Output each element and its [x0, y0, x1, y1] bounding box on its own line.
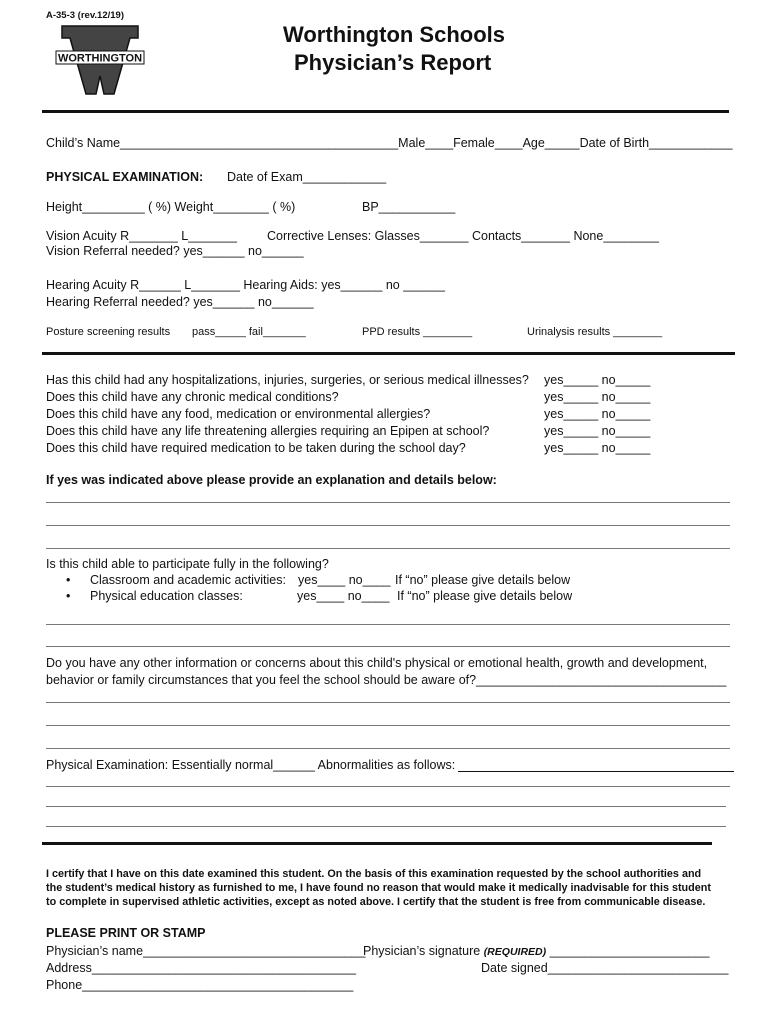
pe-classes-label: Physical education classes: — [90, 589, 243, 603]
corrective-lenses-field[interactable]: Corrective Lenses: Glasses_______ Contacts_______ None________ — [267, 229, 659, 243]
abnormalities-line[interactable] — [458, 771, 734, 772]
concerns-line[interactable] — [46, 725, 730, 726]
physician-name-field[interactable]: Physician’s name________________________________ — [46, 944, 366, 958]
explain-line[interactable] — [46, 525, 730, 526]
concerns-question-line-2[interactable]: behavior or family circumstances that you feel the school should be aware of?____________________________________ — [46, 673, 727, 687]
details-line[interactable] — [46, 624, 730, 625]
question-yes-no[interactable]: yes_____ no_____ — [544, 373, 651, 387]
details-line[interactable] — [46, 646, 730, 647]
certify-line-1: I certify that I have on this date examined this student. On the basis of this examination requested by the school authorities and — [46, 868, 702, 880]
height-weight-field[interactable]: Height_________ ( %) Weight________ ( %) — [46, 200, 296, 214]
physician-signature-line[interactable]: _______________________ — [549, 944, 710, 958]
certify-line-2: the student’s medical history as furnished to me, I have found no reason that would make it medically inadvisable for this student — [46, 882, 711, 894]
date-of-exam-field[interactable]: Date of Exam____________ — [227, 170, 387, 184]
question-yes-no[interactable]: yes_____ no_____ — [544, 441, 651, 455]
vision-acuity-field[interactable]: Vision Acuity R_______ L_______ — [46, 229, 237, 243]
address-field[interactable]: Address______________________________________ — [46, 961, 357, 975]
required-note: (REQUIRED) — [483, 946, 547, 958]
physical-exam-label: PHYSICAL EXAMINATION: — [46, 170, 204, 184]
question-chronic: Does this child have any chronic medical conditions? — [46, 390, 339, 404]
ppd-results-field[interactable]: PPD results ________ — [362, 326, 473, 338]
worthington-logo — [54, 22, 146, 98]
page-subtitle: Physician’s Report — [294, 50, 492, 75]
physician-signature-field[interactable] — [363, 944, 710, 958]
abnormalities-line[interactable] — [46, 786, 730, 787]
question-yes-no[interactable]: yes_____ no_____ — [544, 390, 651, 404]
bullet-icon: • — [66, 573, 71, 587]
logo-text: WORTHINGTON — [57, 52, 143, 65]
concerns-line[interactable] — [46, 748, 730, 749]
bp-field[interactable]: BP___________ — [362, 200, 456, 214]
question-yes-no[interactable]: yes_____ no_____ — [544, 424, 651, 438]
concerns-question-line-1: Do you have any other information or concerns about this child's physical or emotional health, growth and development, — [46, 656, 708, 670]
child-info-line[interactable]: Child’s Name________________________________________Male____Female____Age_____Date of Birth____________ — [46, 136, 733, 150]
classroom-yes-no[interactable]: yes____ no____ — [298, 573, 391, 587]
explain-line[interactable] — [46, 548, 730, 549]
pe-classes-yes-no[interactable]: yes____ no____ — [297, 589, 390, 603]
explain-heading: If yes was indicated above please provide an explanation and details below: — [46, 473, 497, 487]
posture-pass-fail[interactable]: pass_____ fail_______ — [192, 326, 306, 338]
print-or-stamp-heading: PLEASE PRINT OR STAMP — [46, 926, 206, 940]
question-allergies: Does this child have any food, medication or environmental allergies? — [46, 407, 431, 421]
urinalysis-field[interactable]: Urinalysis results ________ — [527, 326, 663, 338]
section-rule-1 — [42, 352, 735, 355]
certify-line-3: to complete in supervised athletic activities, except as noted above. I certify that the student is free from communicable disease. — [46, 896, 706, 908]
question-medication: Does this child have required medication to be taken during the school day? — [46, 441, 466, 455]
vision-referral-field[interactable]: Vision Referral needed? yes______ no______ — [46, 244, 304, 258]
explain-line[interactable] — [46, 502, 730, 503]
classroom-label: Classroom and academic activities: — [90, 573, 286, 587]
question-yes-no[interactable]: yes_____ no_____ — [544, 407, 651, 421]
abnormalities-line[interactable] — [46, 806, 726, 807]
section-rule-2 — [42, 842, 712, 845]
form-code: A-35-3 (rev.12/19) — [46, 10, 124, 21]
pe-classes-note: If “no” please give details below — [397, 589, 573, 603]
hearing-referral-field[interactable]: Hearing Referral needed? yes______ no______ — [46, 295, 314, 309]
date-signed-field[interactable]: Date signed__________________________ — [481, 961, 729, 975]
page-title: Worthington Schools — [283, 22, 506, 47]
physician-signature-label: Physician’s signature — [363, 944, 481, 958]
posture-label: Posture screening results — [46, 326, 171, 338]
hearing-acuity-field[interactable]: Hearing Acuity R______ L_______ Hearing Aids: yes______ no ______ — [46, 278, 445, 292]
participate-question: Is this child able to participate fully in the following? — [46, 557, 329, 571]
bullet-icon: • — [66, 589, 71, 603]
exam-normal-field[interactable]: Physical Examination: Essentially normal______ Abnormalities as follows: — [46, 758, 456, 772]
phone-field[interactable]: Phone_______________________________________ — [46, 978, 354, 992]
classroom-note: If “no” please give details below — [395, 573, 571, 587]
concerns-line[interactable] — [46, 702, 730, 703]
top-rule — [42, 110, 729, 113]
abnormalities-line[interactable] — [46, 826, 726, 827]
question-epipen: Does this child have any life threatening allergies requiring an Epipen at school? — [46, 424, 490, 438]
question-hospitalizations: Has this child had any hospitalizations, injuries, surgeries, or serious medical illnesses? — [46, 373, 529, 387]
